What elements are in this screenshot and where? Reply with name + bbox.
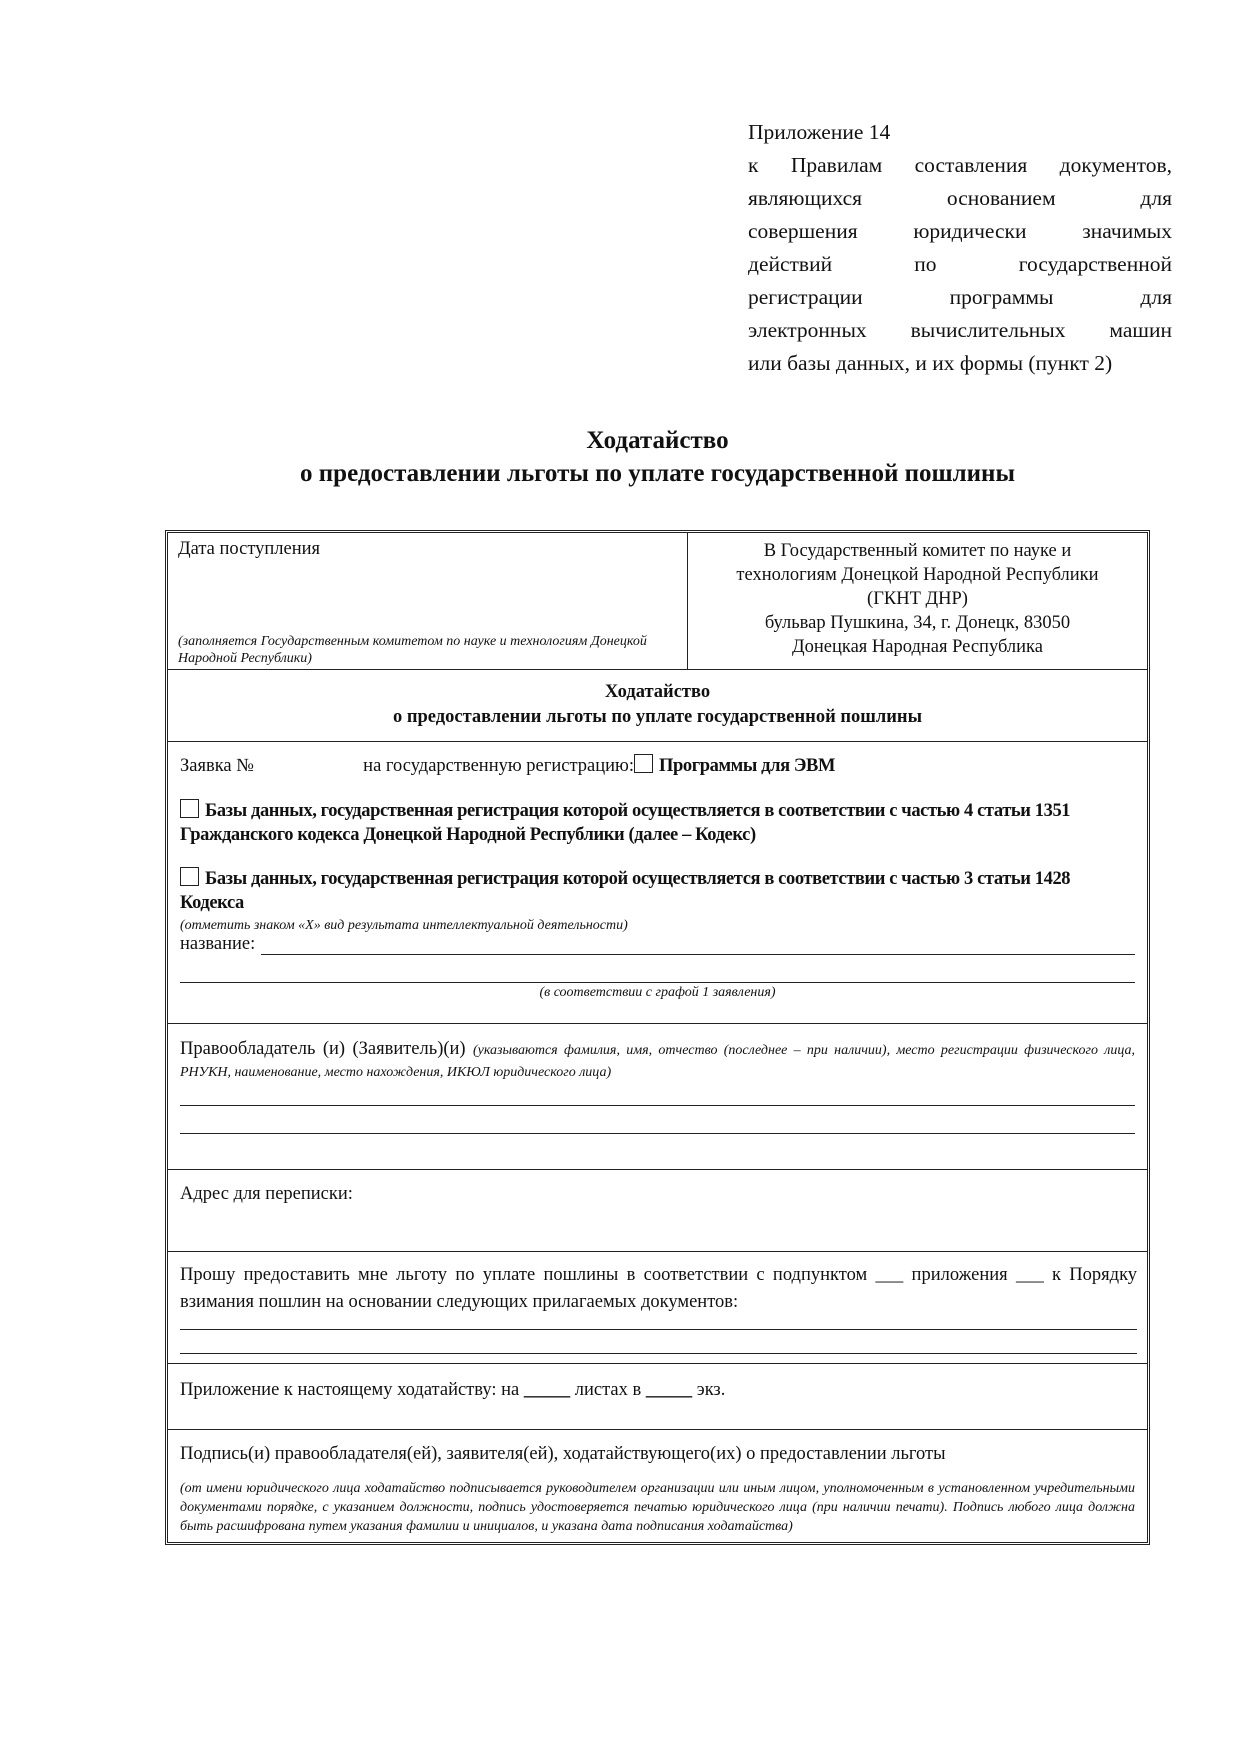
form-section-title [168, 670, 1147, 742]
appendix-line: являющихся основанием для [748, 186, 1172, 210]
signature-label: Подпись(и) правообладателя(ей), заявителя(ей), ходатайствующего(их) о предоставлении льготы [180, 1444, 946, 1464]
section-title-line2: о предоставлении льготы по уплате государственной пошлины [392, 707, 923, 727]
recipient-country: Донецкая Народная Республика [792, 637, 1043, 657]
address-section [168, 1170, 1147, 1252]
copies-count-blank[interactable]: _____ [645, 1380, 693, 1400]
appendix-line: электронных вычислительных машин [748, 318, 1172, 342]
registration-label: на государственную регистрацию: [363, 756, 634, 776]
appendix-line: совершения юридически значимых [748, 219, 1172, 243]
option-programs-label: Программы для ЭВМ [659, 756, 836, 776]
section-title-line1: Ходатайство [604, 682, 711, 702]
appendix-line: или базы данных, и их формы (пункт 2) [748, 351, 1113, 375]
option-db-1428-label: Базы данных, государственная регистрация которой осуществляется в соответствии с частью 3 статьи 1428 Кодекса [180, 869, 1071, 913]
receipt-date-label: Дата поступления [178, 539, 321, 559]
name-field-continuation[interactable] [180, 981, 1135, 983]
rightholder-note: (указываются фамилия, имя, отчество (последнее – при наличии), место регистрации физического лица, РНУКН, наименование, место нахождения, ИКЮЛ юридического лица) [180, 1043, 1136, 1080]
appendix-line: к Правилам составления документов, [748, 153, 1172, 177]
petition-form [165, 530, 1150, 1545]
documents-field-line1[interactable] [180, 1328, 1137, 1330]
rightholder-field-line1[interactable] [180, 1104, 1135, 1106]
signature-section [168, 1430, 1147, 1542]
attachments-text-part3: экз. [696, 1380, 726, 1400]
documents-field-line2[interactable] [180, 1352, 1137, 1354]
appendix-title: Приложение 14 [748, 120, 891, 144]
request-text-part3: к Порядку взимания пошлин на основании следующих прилагаемых документов: [180, 1265, 1138, 1312]
recipient-line: технологиям Донецкой Народной Республики [736, 565, 1099, 585]
rightholder-field-line2[interactable] [180, 1132, 1135, 1134]
appendix-line: регистрации программы для [748, 285, 1172, 309]
checkbox-db-1351[interactable] [180, 799, 199, 818]
checkbox-db-1428[interactable] [180, 867, 199, 886]
recipient-cell [688, 533, 1147, 669]
address-label: Адрес для переписки: [180, 1184, 353, 1204]
receipt-date-note: (заполняется Государственным комитетом по науке и технологиям Донецкой Народной Республики) [178, 634, 647, 666]
rightholder-label: Правообладатель (и) (Заявитель)(и) [180, 1039, 466, 1059]
appendix-blank[interactable]: ___ [1015, 1265, 1044, 1285]
name-label: название: [180, 934, 256, 954]
request-section [168, 1252, 1147, 1364]
registration-section [168, 742, 1147, 1024]
document-title-line1: Ходатайство [586, 427, 729, 454]
checkbox-programs[interactable] [634, 754, 653, 773]
name-field[interactable] [261, 934, 1135, 955]
option-db-1351-label: Базы данных, государственная регистрация которой осуществляется в соответствии с частью 4 статьи 1351 Гражданского кодекса Донецкой Народной Республики (далее – Кодекс) [180, 801, 1071, 845]
recipient-line: (ГКНТ ДНР) [867, 589, 968, 609]
rightholder-section [168, 1024, 1147, 1170]
mark-note: (отметить знаком «X» вид результата интеллектуальной деятельности) [180, 918, 628, 933]
recipient-address: бульвар Пушкина, 34, г. Донецк, 83050 [764, 613, 1071, 633]
attachments-text-part2: листах в [574, 1380, 642, 1400]
receipt-date-cell[interactable] [168, 533, 688, 669]
request-text-part2: приложения [911, 1265, 1008, 1285]
signature-note: (от имени юридического лица ходатайство подписывается руководителем организации или иным лицом, уполномоченным в установленном учредительными документами порядке, с указанием должности, подпись удостоверяется печатью юридического лица (при наличии печати). Подпись любого лица должна быть расшифрована путем указания фамилии и инициалов, и указана дата подписания ходатайства) [180, 1481, 1135, 1534]
request-text-part1: Прошу предоставить мне льготу по уплате пошлины в соответствии с подпунктом [180, 1265, 868, 1285]
application-number-label: Заявка № [180, 756, 254, 776]
form-header-row [168, 533, 1147, 670]
document-title [165, 424, 1150, 490]
appendix-header [748, 116, 1172, 380]
name-note: (в соответствии с графой 1 заявления) [539, 985, 776, 1000]
sheets-count-blank[interactable]: _____ [523, 1380, 571, 1400]
attachments-text-part1: Приложение к настоящему ходатайству: на [180, 1380, 520, 1400]
subparagraph-blank[interactable]: ___ [875, 1265, 904, 1285]
appendix-line: действий по государственной [748, 252, 1172, 276]
recipient-line: В Государственный комитет по науке и [763, 541, 1072, 561]
attachments-section [168, 1364, 1147, 1430]
document-title-line2: о предоставлении льготы по уплате государственной пошлины [300, 460, 1015, 487]
